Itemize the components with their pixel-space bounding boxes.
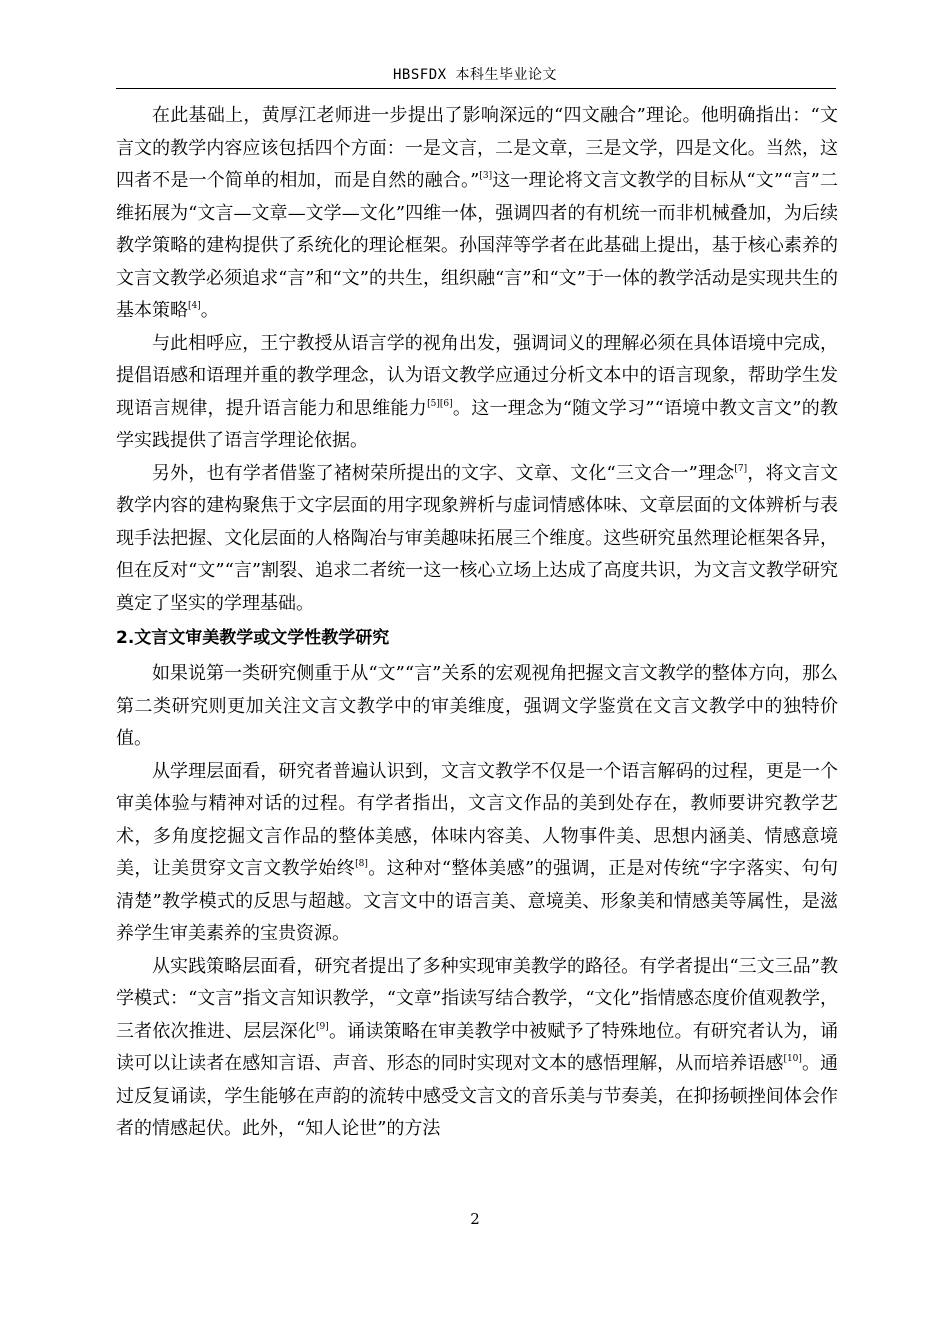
paragraph [116,951,838,1146]
paragraph [116,328,838,458]
text-run: 在此基础上，黄厚江老师进一步提出了影响深远的“四文融合”理论。他明确指出：“文言文的教学内容应该包括四个方面：一是文言，二是文章，三是文学，四是文化。当然，这四者不是一个简单的相加，而是自然的融合。” [116,105,838,191]
text-run: 。这种对“整体美感”的强调，正是对传统“字字落实、句句清楚”教学模式的反思与超越。文言文中的语言美、意境美、形象美和情感美等属性，是滋养学生审美素养的宝贵资源。 [116,858,839,944]
paragraph [116,458,838,621]
citation: [9] [316,1021,329,1032]
text-run: ，将文言文教学内容的建构聚焦于文字层面的用字现象辨析与虚词情感体味、文章层面的文体辨析与表现手法把握、文化层面的人格陶冶与审美趣味拓展三个维度。这些研究虽然理论框架各异，但在反对“文”“言”割裂、追求二者统一这一核心立场上达成了高度共识，为文言文教学研究奠定了坚实的学理基础。 [116,462,838,614]
paragraph [116,100,838,328]
text-run: 。通过反复诵读，学生能够在声韵的流转中感受文言文的音乐美与节奏美，在抑扬顿挫间体会作者的情感起伏。此外，“知人论世”的方法 [116,1053,838,1139]
text-run: 与此相呼应，王宁教授从语言学的视角出发，强调词义的理解必须在具体语境中完成，提倡语感和语理并重的教学理念，认为语文教学应通过分析文本中的语言现象，帮助学生发现语言规律，提升语言能力和思维能力 [116,332,838,419]
citation: [5][6] [427,398,453,409]
citation: [4] [188,301,201,311]
paragraph [116,756,838,951]
text-run: 从学理层面看，研究者普遍认识到，文言文教学不仅是一个语言解码的过程，更是一个审美体验与精神对话的过程。有学者指出，文言文作品的美到处存在，教师要讲究教学艺术，多角度挖掘文言作品的整体美感，体味内容美、人物事件美、思想内涵美、情感意境美，让美贯穿文言文教学始终 [116,760,838,879]
page-number: 2 [470,1210,480,1228]
text-run: 。这一理念为“随文学习”“语境中教文言文”的教学实践提供了语言学理论依据。 [116,397,838,451]
header-rule [116,88,836,89]
document-body [116,100,838,1146]
text-run: 如果说第一类研究侧重于从“文”“言”关系的宏观视角把握文言文教学的整体方向，那么第二类研究则更加关注文言文教学中的审美维度，强调文学鉴赏在文言文教学中的独特价值。 [116,663,838,749]
text-run: 。诵读策略在审美教学中被赋予了特殊地位。有研究者认为，诵读可以让读者在感知言语、声音、形态的同时实现对文本的感悟理解，从而培养语感 [116,1020,838,1074]
running-header: HBSFDX 本科生毕业论文 [392,67,557,83]
paragraph [116,658,838,756]
citation: [8] [355,859,368,869]
section-heading: 2.文言文审美教学或文学性教学研究 [116,628,390,648]
text-run: 。 [200,300,219,321]
citation: [7] [734,463,748,474]
text-run: 从实践策略层面看，研究者提出了多种实现审美教学的路径。有学者提出“三文三品”教学模式：“文言”指文言知识教学，“文章”指读写结合教学，“文化”指情感态度价值观教学，三者依次推进、层层深化 [116,955,838,1042]
text-run: 这一理论将文言文教学的目标从“文”“言”二维拓展为“文言—文章—文学—文化”四维一体，强调四者的有机统一而非机械叠加，为后续教学策略的建构提供了系统化的理论框架。孙国萍等学者在此基础上提出，基于核心素养的文言文教学必须追求“言”和“文”的共生，组织融“言”和“文”于一体的教学活动是实现共生的基本策略 [116,170,839,321]
citation: [10] [783,1054,802,1064]
text-run: 另外，也有学者借鉴了褚树荣所提出的文字、文章、文化“三文合一”理念 [152,462,735,484]
citation: [3] [479,171,493,181]
